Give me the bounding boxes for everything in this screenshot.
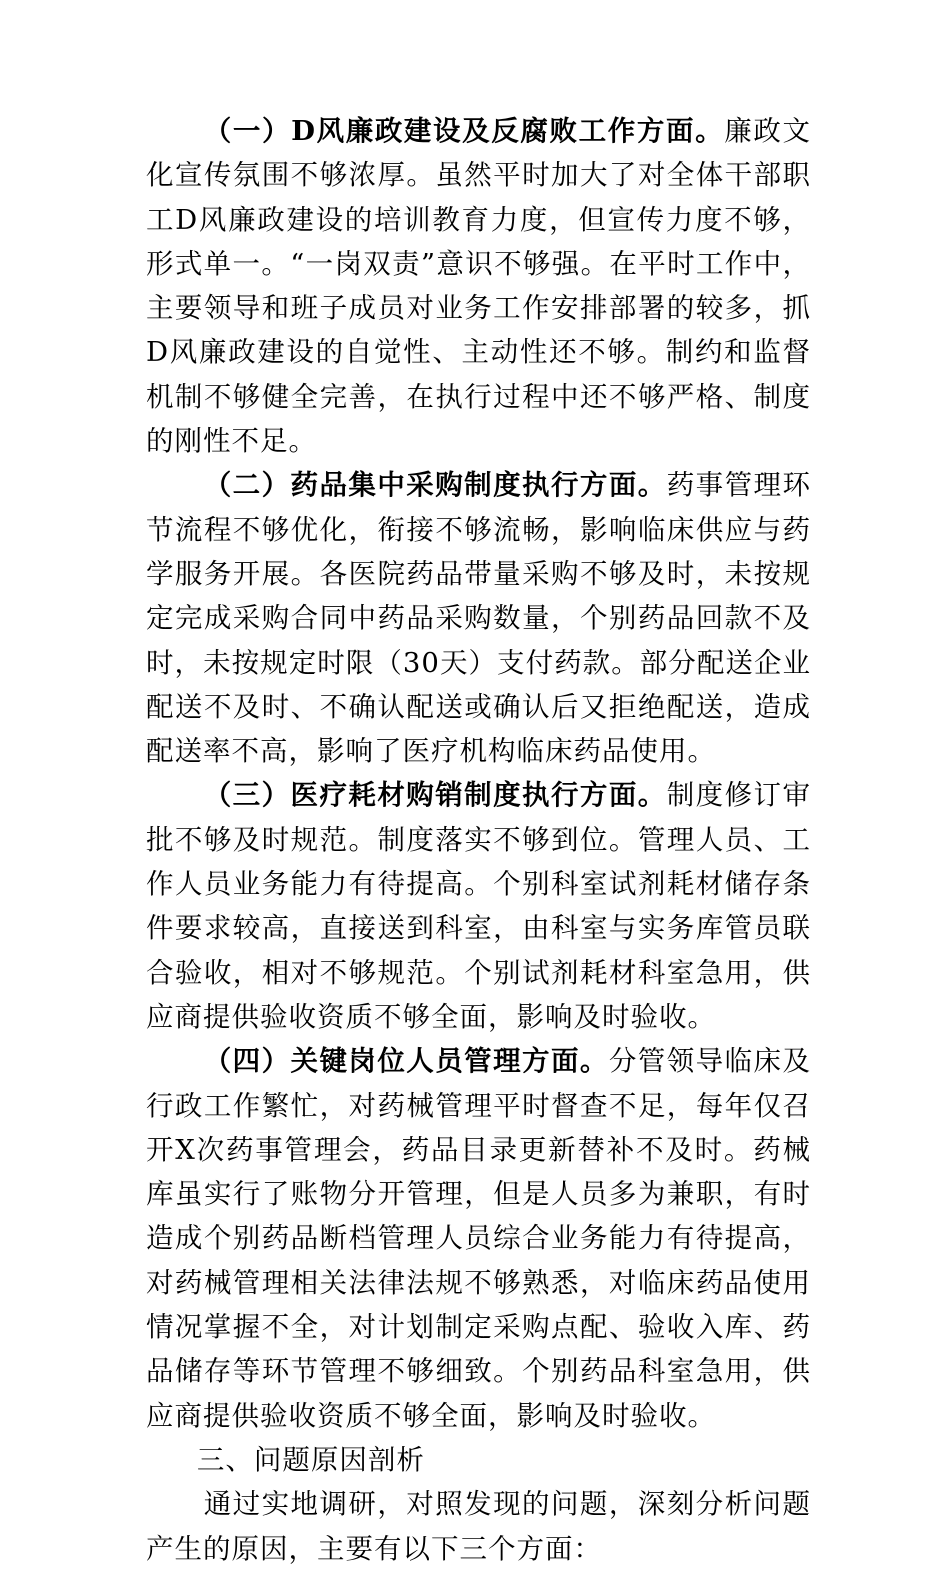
paragraph-1-lead: （一）D风廉政建设及反腐败工作方面。 [203, 115, 725, 147]
intro-paragraph: 通过实地调研，对照发现的问题，深刻分析问题产生的原因，主要有以下三个方面： [146, 1488, 811, 1565]
section-heading: 三、问题原因剖析 [196, 1443, 425, 1476]
paragraph-4-text: 分管领导临床及行政工作繁忙，对药械管理平时督查不足，每年仅召开X次药事管理会，药品目录更新替补不及时。药械库虽实行了账物分开管理，但是人员多为兼职，有时造成个别药品断档管理人员综合业务能力有待提高，对药械管理相关法律法规不够熟悉，对临床药品使用情况掌握不全，对计划制定采购点配、验收入库、药品储存等环节管理不够细致。个别药品科室急用，供应商提供验收资质不够全面，影响及时验收。 [146, 1045, 811, 1432]
paragraph-4 [146, 1039, 811, 1438]
paragraph-2-text: 药事管理环节流程不够优化，衔接不够流畅，影响临床供应与药学服务开展。各医院药品带量采购不够及时，未按规定完成采购合同中药品采购数量，个别药品回款不及时，未按规定时限（30天）支付药款。部分配送企业配送不及时、不确认配送或确认后又拒绝配送，造成配送率不高，影响了医疗机构临床药品使用。 [146, 469, 811, 768]
paragraph-3 [146, 773, 811, 1039]
paragraph-1-text: 廉政文化宣传氛围不够浓厚。虽然平时加大了对全体干部职工D风廉政建设的培训教育力度，但宣传力度不够，形式单一。“一岗双责”意识不够强。在平时工作中，主要领导和班子成员对业务工作安排部署的较多，抓D风廉政建设的自觉性、主动性还不够。制约和监督机制不够健全完善，在执行过程中还不够严格、制度的刚性不足。 [146, 115, 811, 458]
paragraph-4-lead: （四）关键岗位人员管理方面。 [203, 1045, 609, 1078]
document-page [146, 109, 811, 1571]
paragraph-3-text: 制度修订审批不够及时规范。制度落实不够到位。管理人员、工作人员业务能力有待提高。个别科室试剂耗材储存条件要求较高，直接送到科室，由科室与实务库管员联合验收，相对不够规范。个别试剂耗材科室急用，供应商提供验收资质不够全面，影响及时验收。 [146, 779, 811, 1033]
paragraph-2-lead: （二）药品集中采购制度执行方面。 [203, 469, 667, 502]
paragraph-2 [146, 463, 811, 773]
paragraph-3-lead: （三）医疗耗材购销制度执行方面。 [203, 779, 667, 812]
paragraph-1 [146, 109, 811, 463]
